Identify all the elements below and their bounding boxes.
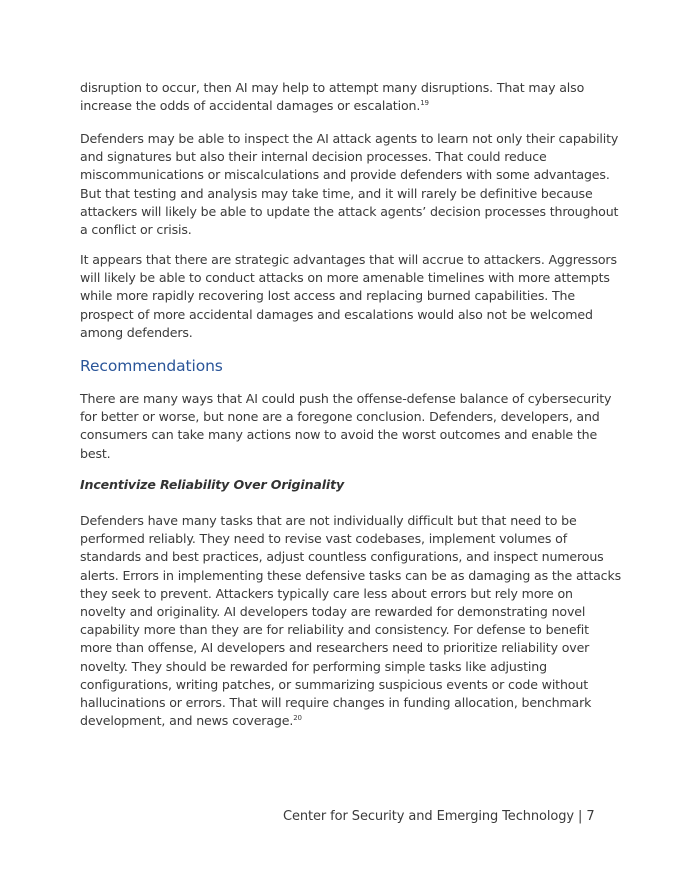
text-line: for better or worse, but none are a foregone conclusion. Defenders, developers, and	[80, 409, 600, 425]
text-line: they seek to prevent. Attackers typically care less about errors but rely more on	[80, 585, 573, 601]
body-paragraph-1	[80, 79, 584, 115]
footnote-ref-20[interactable]: 20	[293, 714, 302, 723]
text-line: disruption to occur, then AI may help to attempt many disruptions. That may also	[80, 80, 585, 95]
text-line: and signatures but also their internal decision processes. That could reduce	[80, 149, 547, 165]
text-line: There are many ways that AI could push the offense-defense balance of cybersecurity	[80, 391, 612, 406]
section-heading-recommendations: Recommendations	[80, 357, 223, 375]
text-line: But that testing and analysis may take time, and it will rarely be definitive because	[80, 185, 593, 201]
text-line: increase the odds of accidental damages or escalation.$^{19}$	[80, 98, 429, 114]
text-line: prospect of more accidental damages and escalations would also not be welcomed	[80, 306, 593, 322]
text-line: development, and news coverage.$^{20}$	[80, 713, 302, 729]
text-line: while more rapidly recovering lost access and replacing burned capabilities. The	[80, 288, 575, 304]
text-line: capability more than they are for reliability and consistency. For defense to benefit	[80, 622, 589, 638]
text-line: novelty and originality. AI developers today are rewarded for demonstrating novel	[80, 604, 586, 620]
text-line: consumers can take many actions now to avoid the worst outcomes and enable the	[80, 427, 598, 443]
text-line: configurations, writing patches, or summarizing suspicious events or code without	[80, 676, 588, 692]
text-line: more than offense, AI developers and researchers need to prioritize reliability over	[80, 640, 590, 656]
text-line: a conflict or crisis.	[80, 222, 192, 238]
text-line: miscommunications or miscalculations and provide defenders with some advantages.	[80, 167, 610, 183]
text-line: performed reliably. They need to revise vast codebases, implement volumes of	[80, 531, 567, 547]
body-paragraph-2	[80, 130, 618, 239]
text-line: hallucinations or errors. That will require changes in funding allocation, benchmark	[80, 695, 592, 711]
page-footer: Center for Security and Emerging Technology | 7	[283, 809, 595, 824]
text-line: Defenders may be able to inspect the AI attack agents to learn not only their capability	[80, 131, 619, 146]
text-line: will likely be able to conduct attacks on more amenable timelines with more attempts	[80, 270, 610, 286]
reliability-paragraph	[80, 512, 621, 730]
text-line: novelty. They should be rewarded for performing simple tasks like adjusting	[80, 658, 547, 674]
text-line: standards and best practices, adjust countless configurations, and inspect numerous	[80, 549, 604, 565]
text-line: attackers will likely be able to update the attack agents’ decision processes throughout	[80, 203, 619, 219]
body-paragraph-3	[80, 251, 617, 342]
text-line: Defenders have many tasks that are not individually difficult but that need to be	[80, 513, 577, 528]
text-line: among defenders.	[80, 324, 193, 340]
footnote-ref-19[interactable]: 19	[420, 99, 429, 108]
recommendations-intro-paragraph	[80, 390, 611, 463]
text-line: alerts. Errors in implementing these defensive tasks can be as damaging as the attacks	[80, 567, 622, 583]
text-line: It appears that there are strategic advantages that will accrue to attackers. Aggressors	[80, 252, 617, 267]
subheading-incentivize-reliability: Incentivize Reliability Over Originality	[80, 477, 345, 492]
text-line: best.	[80, 445, 111, 461]
